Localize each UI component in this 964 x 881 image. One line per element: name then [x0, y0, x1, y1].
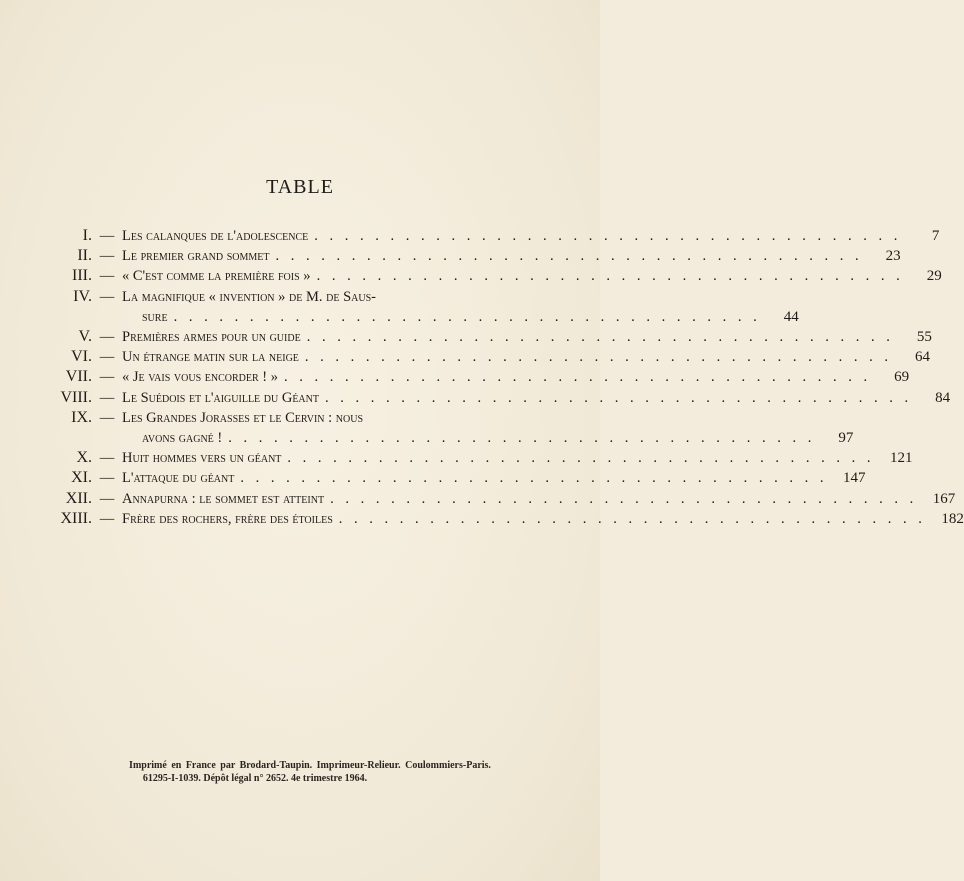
chapter-numeral: V. — [78, 328, 92, 346]
chapter-numeral: X. — [76, 449, 92, 467]
chapter-title: Huit hommes vers un géant — [122, 450, 282, 467]
em-dash: — — [99, 228, 115, 244]
chapter-title-line — [122, 367, 910, 387]
toc-entry — [40, 367, 910, 387]
toc-entry — [40, 287, 799, 327]
toc-entry — [40, 347, 931, 367]
toc-entry — [40, 448, 913, 468]
page-number: 69 — [894, 369, 910, 386]
leader-dots: . . . . . . . . . . . . . . . . . . . . . . . . . . . . . . . . . . . . . . . — [173, 308, 761, 325]
chapter-numeral: VII. — [65, 368, 92, 386]
chapter-title-line — [122, 388, 951, 408]
leader-dots: . . . . . . . . . . . . . . . . . . . . . . . . . . . . . . . . . . . . . . . — [330, 490, 918, 507]
leader-dots: . . . . . . . . . . . . . . . . . . . . . . . . . . . . . . . . . . . . . . . — [284, 369, 872, 386]
chapter-title-block — [122, 287, 799, 327]
chapter-title: « C'est comme la première fois » — [122, 268, 311, 285]
leader-dots: . . . . . . . . . . . . . . . . . . . . . . . . . . . . . . . . . . . . . . . — [240, 470, 828, 487]
chapter-title: L'attaque du géant — [122, 470, 235, 487]
imprint-line-1: Imprimé en France par Brodard-Taupin. Imprimeur-Relieur. Coulommiers-Paris. — [129, 760, 491, 771]
em-dash: — — [99, 268, 115, 285]
chapter-title: Frère des rochers, frère des étoiles — [122, 510, 333, 527]
toc-entry — [40, 489, 956, 509]
chapter-title-line — [122, 428, 854, 448]
chapter-title-block — [122, 367, 910, 387]
imprint-line-2: 61295-I-1039. Dépôt légal n° 2652. 4e trimestre 1964. — [142, 773, 368, 784]
leader-dots: . . . . . . . . . . . . . . . . . . . . . . . . . . . . . . . . . . . . . . . — [324, 389, 913, 406]
em-dash: — — [99, 510, 115, 527]
chapter-title: avons gagné ! — [142, 430, 223, 447]
chapter-title-line — [122, 287, 522, 307]
em-dash: — — [99, 409, 115, 426]
page-number: 121 — [890, 450, 913, 467]
chapter-title-line — [122, 468, 866, 488]
chapter-numeral: XI. — [71, 469, 92, 487]
page-number: 64 — [915, 349, 931, 366]
em-dash: — — [99, 389, 115, 406]
toc-entry — [40, 266, 942, 286]
em-dash: — — [99, 490, 115, 507]
chapter-title-line — [122, 347, 931, 367]
em-dash: — — [99, 470, 115, 487]
chapter-title: Les Grandes Jorasses et le Cervin : nous — [122, 409, 364, 426]
em-dash: — — [99, 248, 115, 265]
chapter-numeral: IX. — [71, 408, 92, 426]
chapter-title-line — [122, 307, 799, 327]
chapter-title: « Je vais vous encorder ! » — [122, 369, 278, 386]
leader-dots: . . . . . . . . . . . . . . . . . . . . . . . . . . . . . . . . . . . . . . . — [314, 228, 902, 244]
chapter-numeral: XIII. — [60, 509, 92, 527]
chapter-title-block — [122, 347, 931, 367]
chapter-title: sure — [142, 308, 168, 325]
leader-dots: . . . . . . . . . . . . . . . . . . . . . . . . . . . . . . . . . . . . . . . — [304, 349, 893, 366]
chapter-numeral: XII. — [65, 489, 92, 507]
page-number: 97 — [838, 430, 854, 447]
page-number: 84 — [935, 389, 951, 406]
toc-entry — [40, 388, 951, 408]
leader-dots: . . . . . . . . . . . . . . . . . . . . . . . . . . . . . . . . . . . . . . . — [287, 450, 875, 467]
chapter-numeral: III. — [72, 267, 92, 285]
chapter-title-block — [122, 448, 913, 468]
toc-entry — [40, 468, 866, 488]
table-of-contents — [40, 226, 964, 529]
page-number: 44 — [783, 308, 799, 325]
chapter-title: Un étrange matin sur la neige — [122, 349, 299, 366]
page-number: 182 — [941, 510, 964, 527]
em-dash: — — [99, 349, 115, 366]
chapter-numeral: VIII. — [60, 388, 92, 406]
chapter-title: Le premier grand sommet — [122, 248, 270, 265]
chapter-title-block — [122, 388, 951, 408]
chapter-numeral: VI. — [71, 348, 92, 366]
toc-entry — [40, 226, 940, 246]
chapter-title-block — [122, 468, 866, 488]
chapter-title-line — [122, 509, 964, 529]
chapter-title-line — [122, 246, 901, 266]
chapter-numeral: IV. — [73, 287, 92, 305]
chapter-title-block — [122, 246, 901, 266]
chapter-numeral: II. — [77, 247, 92, 265]
chapter-title: Premières armes pour un guide — [122, 329, 301, 346]
chapter-title-block — [122, 266, 942, 286]
page-number: 29 — [926, 268, 942, 285]
chapter-title: La magnifique « invention » de M. de Saus- — [122, 288, 376, 305]
chapter-title-block — [122, 226, 940, 246]
chapter-title: Les calanques de l'adolescence — [122, 228, 309, 244]
chapter-numeral: I. — [82, 227, 92, 244]
chapter-title-line — [122, 266, 942, 286]
page-number: 147 — [842, 470, 866, 487]
leader-dots: . . . . . . . . . . . . . . . . . . . . . . . . . . . . . . . . . . . . . . . — [275, 248, 863, 265]
chapter-title-block — [122, 509, 964, 529]
chapter-title-line — [122, 327, 932, 347]
em-dash: — — [99, 329, 115, 346]
em-dash: — — [99, 450, 115, 467]
page-number: 55 — [916, 329, 932, 346]
chapter-title-block — [122, 489, 956, 509]
toc-entry — [40, 327, 932, 347]
page-number: 7 — [931, 228, 940, 244]
chapter-title-line — [122, 448, 913, 468]
chapter-title-line — [122, 489, 956, 509]
leader-dots: . . . . . . . . . . . . . . . . . . . . . . . . . . . . . . . . . . . . . . . — [338, 510, 926, 527]
leader-dots: . . . . . . . . . . . . . . . . . . . . . . . . . . . . . . . . . . . . . . . — [316, 268, 904, 285]
printer-imprint — [0, 759, 600, 785]
chapter-title-line — [122, 408, 522, 428]
chapter-title-block — [122, 327, 932, 347]
em-dash: — — [99, 369, 115, 386]
em-dash: — — [99, 288, 115, 305]
leader-dots: . . . . . . . . . . . . . . . . . . . . . . . . . . . . . . . . . . . . . . . — [306, 329, 894, 346]
chapter-title-line — [122, 226, 940, 246]
toc-entry — [40, 246, 901, 266]
chapter-title-block — [122, 408, 854, 448]
page-title: TABLE — [266, 176, 334, 198]
page-number: 167 — [932, 490, 956, 507]
leader-dots: . . . . . . . . . . . . . . . . . . . . . . . . . . . . . . . . . . . . . . . — [228, 430, 816, 447]
toc-entry — [40, 509, 964, 529]
chapter-title: Le Suédois et l'aiguille du Géant — [122, 389, 319, 406]
page-number: 23 — [885, 248, 901, 265]
toc-entry — [40, 408, 854, 448]
chapter-title: Annapurna : le sommet est atteint — [122, 490, 325, 507]
